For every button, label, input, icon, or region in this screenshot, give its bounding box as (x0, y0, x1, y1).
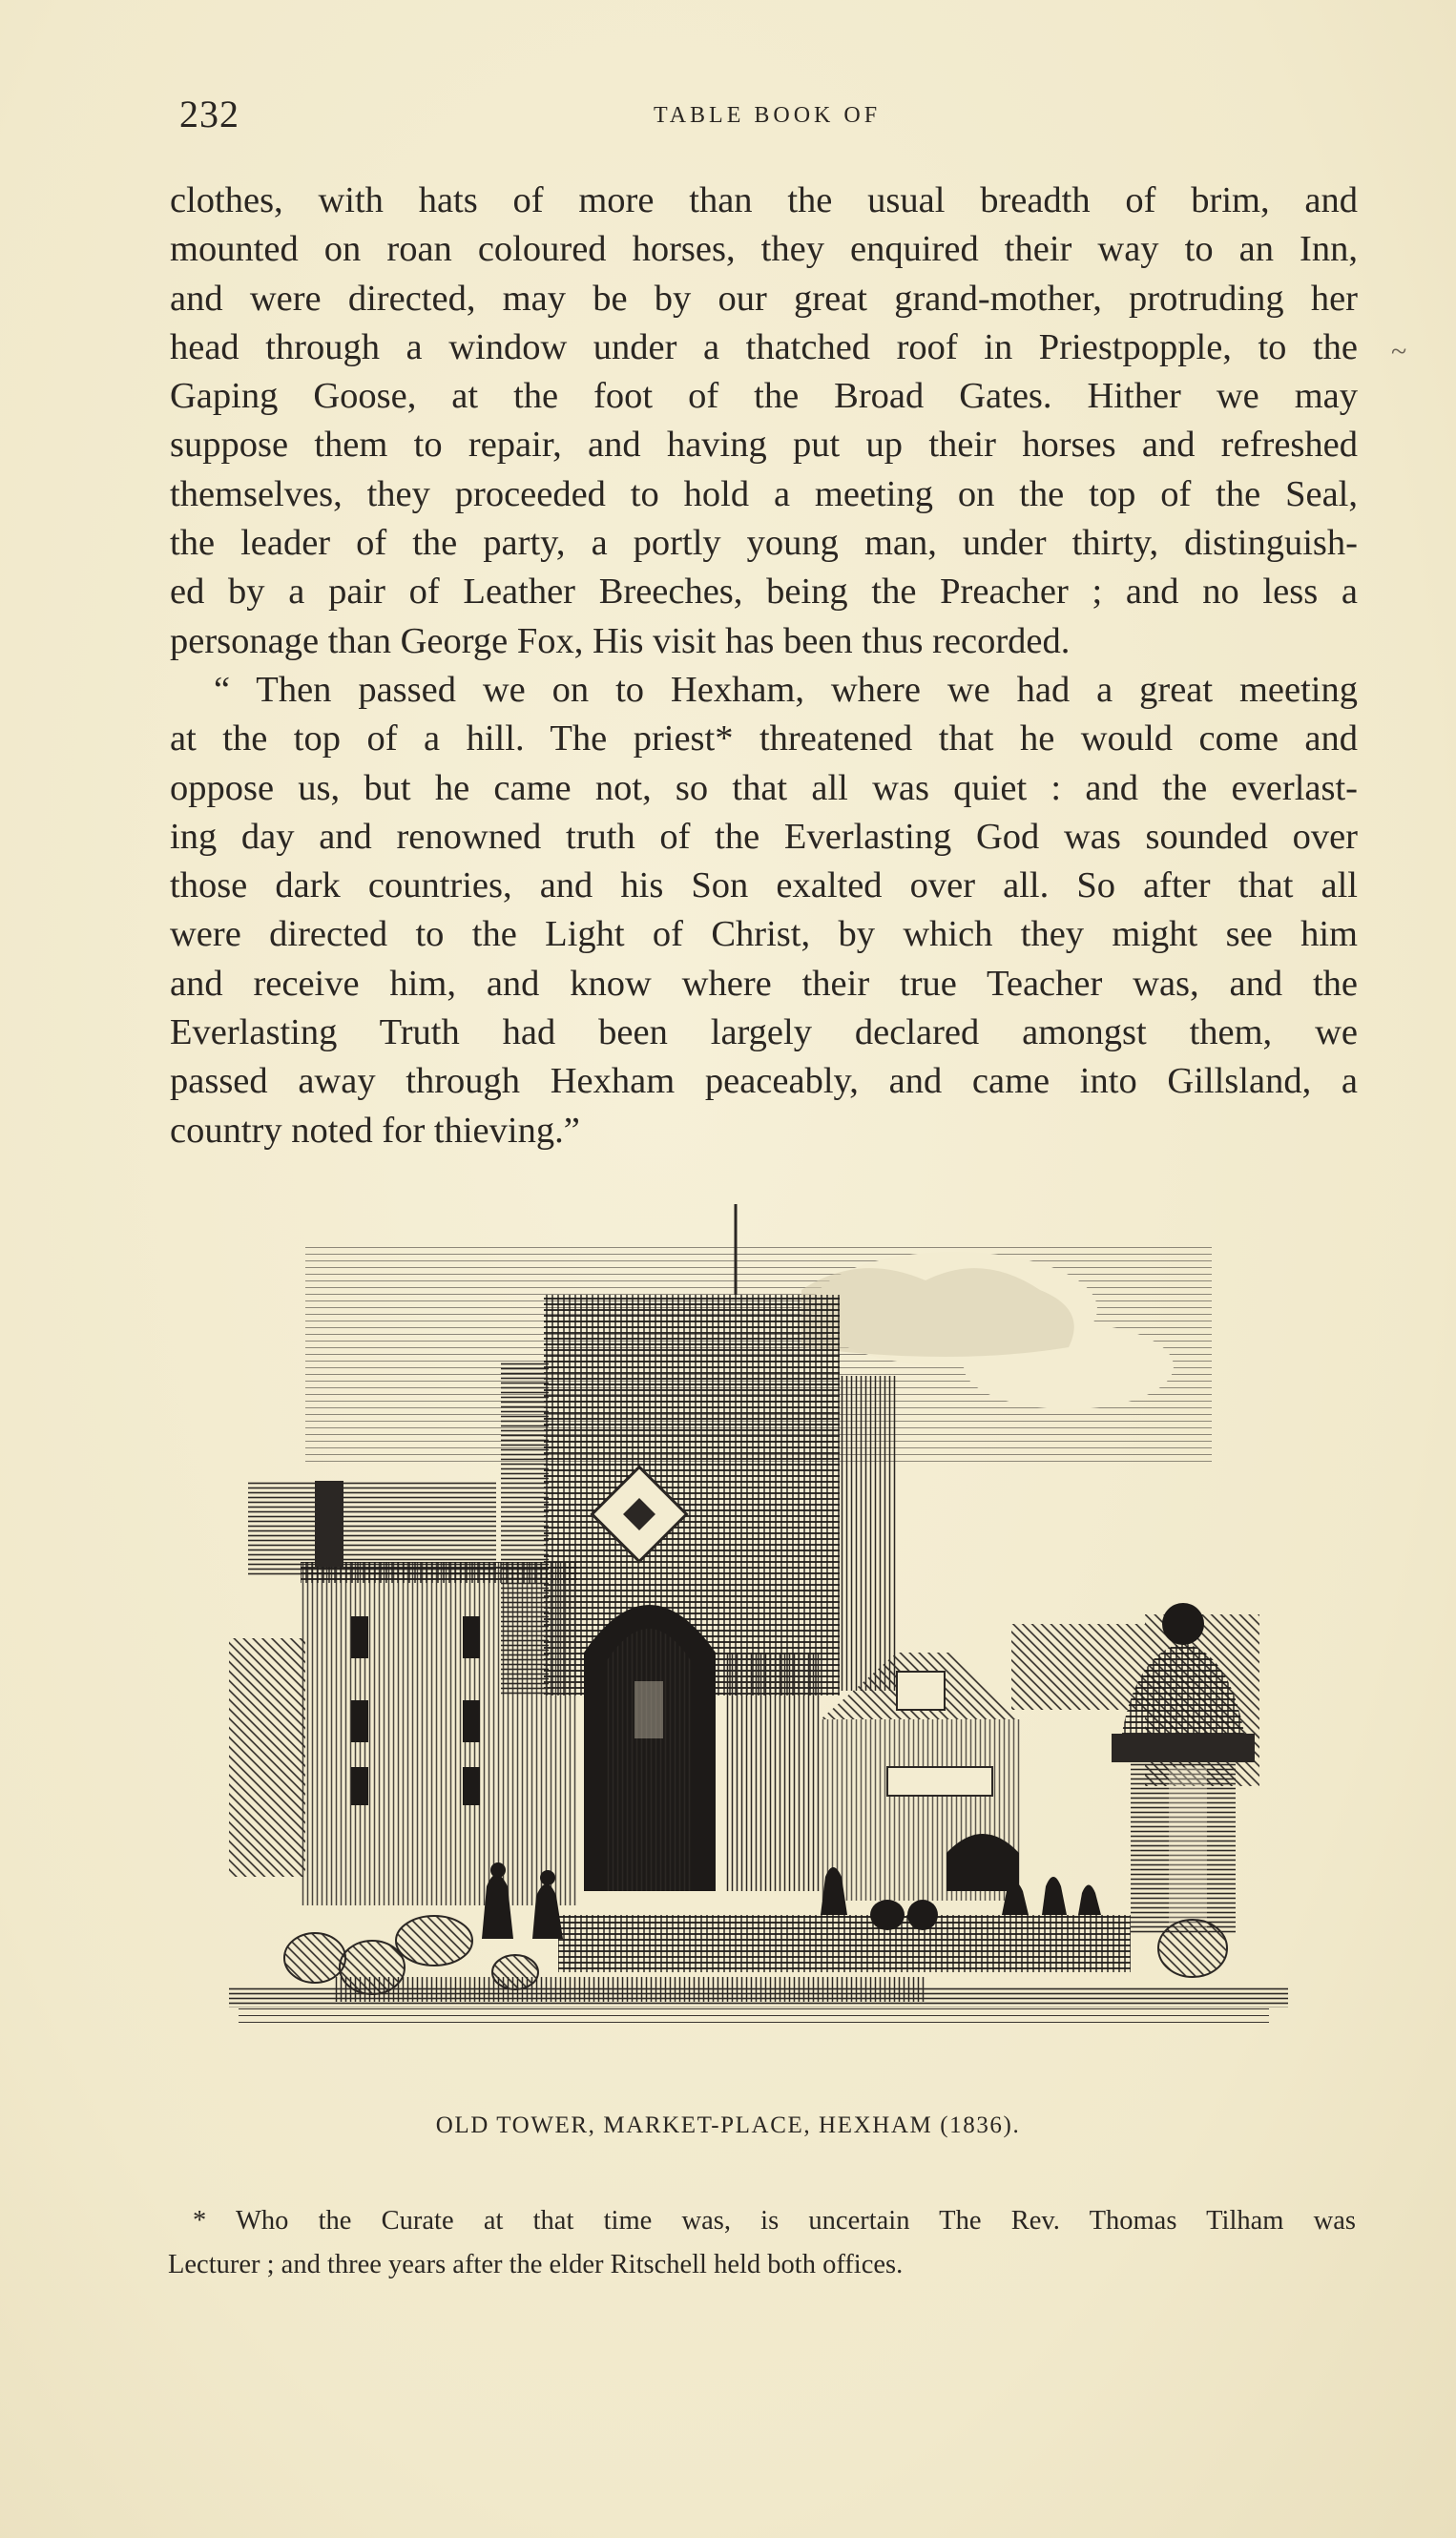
text-line: head through a window under a thatched roof in Priestpopple, to the (170, 326, 1358, 367)
text-line: those dark countries, and his Son exalted over all. So after that all (170, 865, 1358, 906)
text-line: Everlasting Truth had been largely declared amongst them, we (170, 1012, 1358, 1053)
page-number: 232 (179, 93, 239, 135)
margin-mark: ~ (1391, 336, 1407, 367)
footnote-line: * Who the Curate at that time was, is uncertain The Rev. Thomas Tilham was (193, 2206, 1356, 2236)
text-line: suppose them to repair, and having put up their horses and refreshed (170, 425, 1358, 466)
text-line: ing day and renowned truth of the Everlasting God was sounded over (170, 816, 1358, 857)
text-line: were directed to the Light of Christ, by which they might see him (170, 914, 1358, 955)
text-line: mounted on roan coloured horses, they enquired their way to an Inn, (170, 229, 1358, 270)
text-line: at the top of a hill. The priest* threatened that he would come and (170, 718, 1358, 759)
ground-hatching (239, 2008, 1269, 2028)
footnote-line: Lecturer ; and three years after the elder Ritschell held both offices. (168, 2250, 904, 2279)
text-line: Gaping Goose, at the foot of the Broad Gates. Hither we may (170, 376, 1358, 417)
text-line: themselves, they proceeded to hold a meeting on the top of the Seal, (170, 473, 1358, 514)
footnote (168, 2199, 1356, 2287)
market-foreground (229, 1900, 1288, 2008)
text-line: personage than George Fox, His visit has been thus recorded. (170, 620, 1071, 661)
text-line: the leader of the party, a portly young man, under thirty, distinguish- (170, 523, 1358, 564)
text-line: and receive him, and know where their true Teacher was, and the (170, 963, 1358, 1004)
paragraph-2-quotation (170, 666, 1358, 1155)
figure-caption: OLD TOWER, MARKET-PLACE, HEXHAM (1836). (435, 2112, 1021, 2138)
text-line: passed away through Hexham peaceably, and came into Gillsland, a (170, 1061, 1358, 1102)
text-line: “ Then passed we on to Hexham, where we had a great meeting (214, 669, 1358, 710)
paragraph-1 (170, 177, 1358, 666)
text-line: clothes, with hats of more than the usual breadth of brim, and (170, 180, 1358, 220)
engraving-illustration (229, 1204, 1288, 2063)
text-line: country noted for thieving.” (170, 1110, 580, 1151)
gateway-arch (584, 1605, 716, 1891)
page-header (176, 92, 1359, 149)
text-line: oppose us, but he came not, so that all was quiet : and the everlast- (170, 767, 1358, 808)
body-text (170, 177, 1358, 1155)
running-head: TABLE BOOK OF (653, 103, 882, 128)
text-line: and were directed, may be by our great grand-mother, protruding her (170, 278, 1358, 319)
text-line: ed by a pair of Leather Breeches, being the Preacher ; and no less a (170, 572, 1358, 613)
